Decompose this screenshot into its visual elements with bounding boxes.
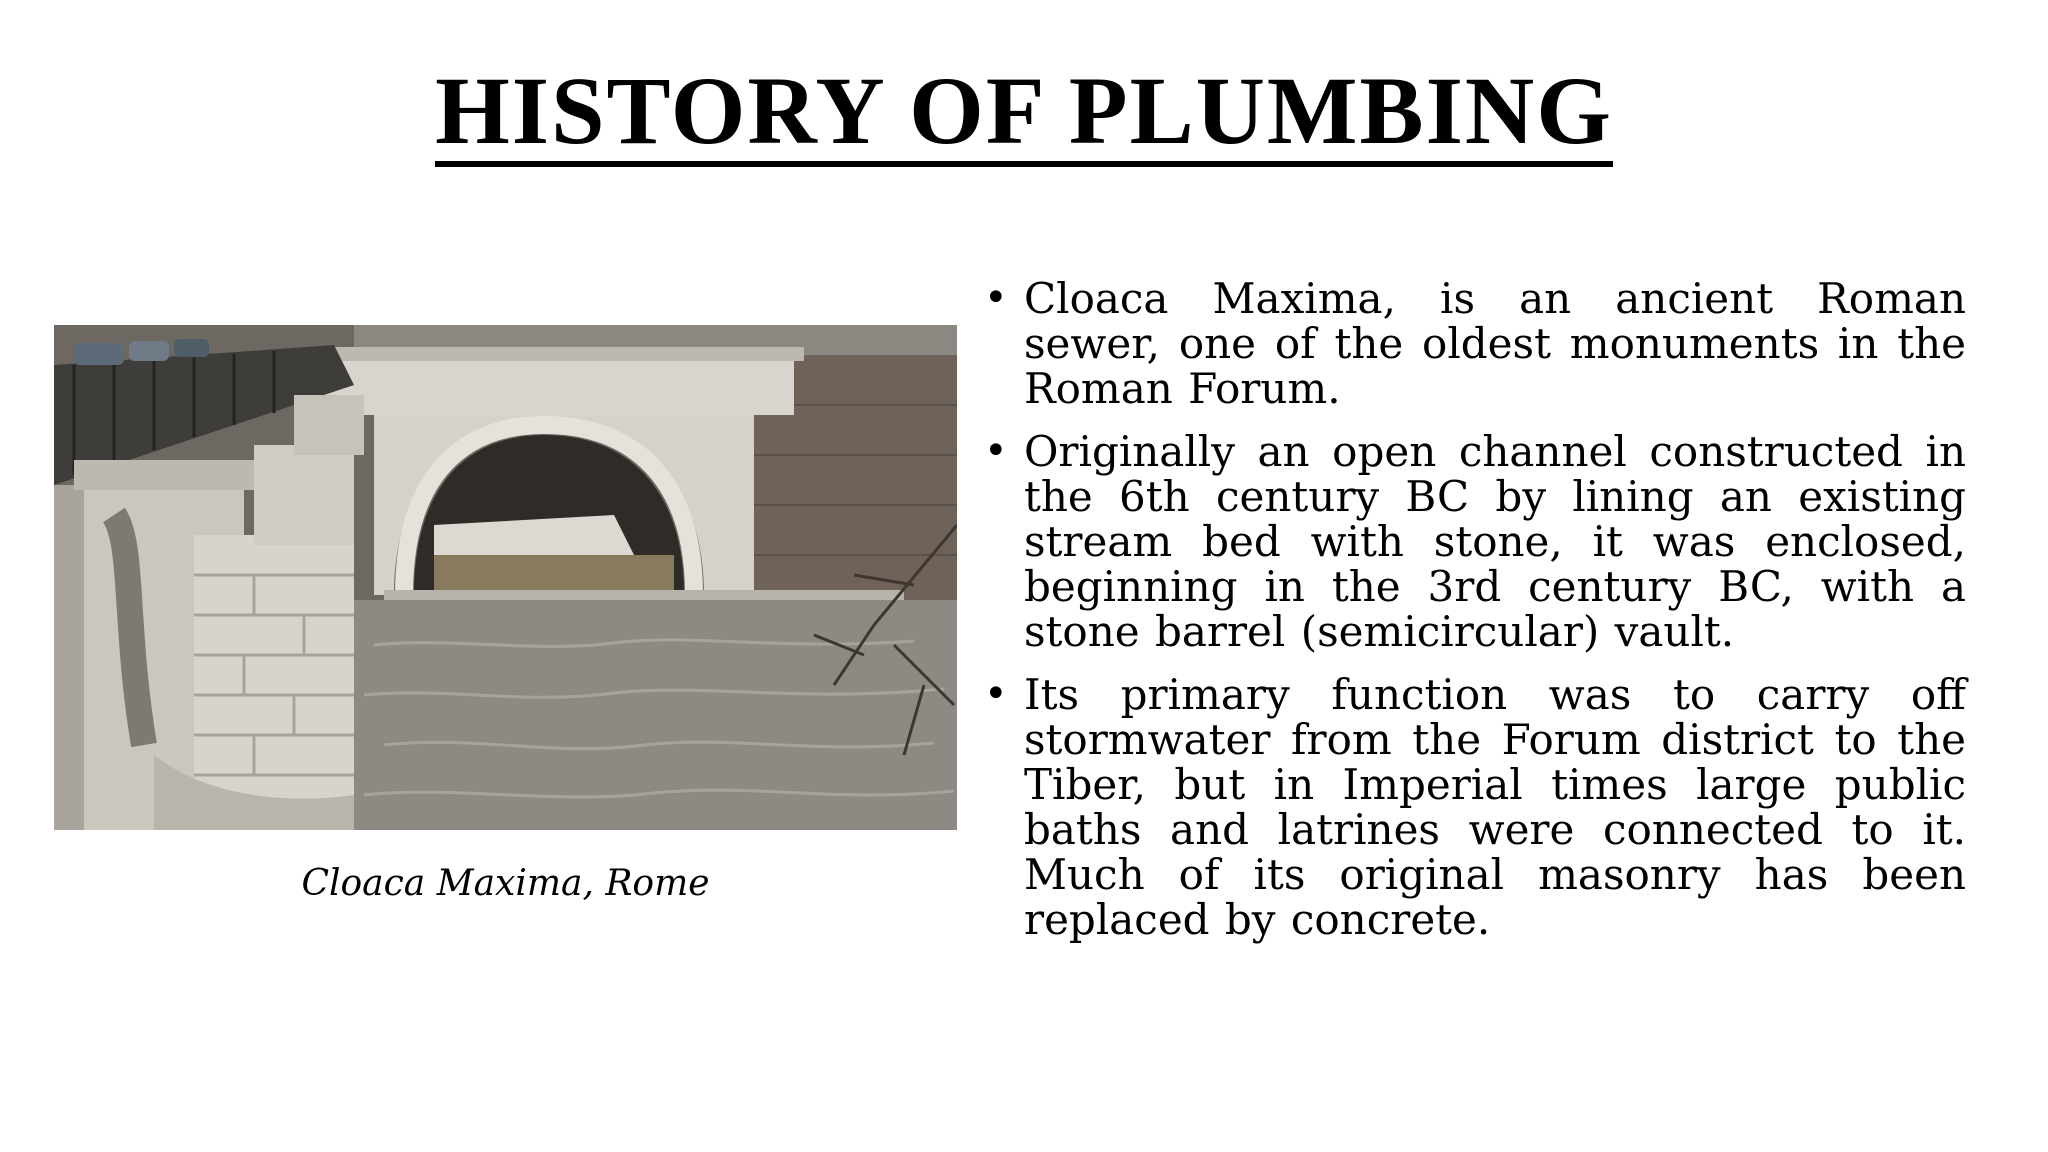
- bullet-item: [982, 672, 1966, 942]
- bullet-text: Cloaca Maxima, is an ancient Roman sewer, one of the oldest monuments in the Roman Forum.: [1024, 274, 1966, 413]
- bullet-dot-icon: •: [984, 428, 1008, 474]
- bullet-dot-icon: •: [984, 275, 1008, 321]
- bullet-list: [982, 276, 1966, 960]
- bullet-text: Its primary function was to carry off stormwater from the Forum district to the Tiber, but in Imperial times large public baths and latrines were connected to it. Much of its original masonry has been replaced by concrete.: [1024, 670, 1966, 944]
- bullet-item: [982, 276, 1966, 411]
- bullet-text: Originally an open channel constructed in the 6th century BC by lining an existing stream bed with stone, it was enclosed, beginning in the 3rd century BC, with a stone barrel (semicircular) vault.: [1024, 427, 1966, 656]
- photo-caption: Cloaca Maxima, Rome: [301, 863, 710, 904]
- bullet-item: [982, 429, 1966, 654]
- bullet-dot-icon: •: [984, 671, 1008, 717]
- cloaca-maxima-photo: [54, 325, 957, 830]
- slide-title: [0, 56, 2048, 167]
- slide-title-text: HISTORY OF PLUMBING: [435, 63, 1613, 167]
